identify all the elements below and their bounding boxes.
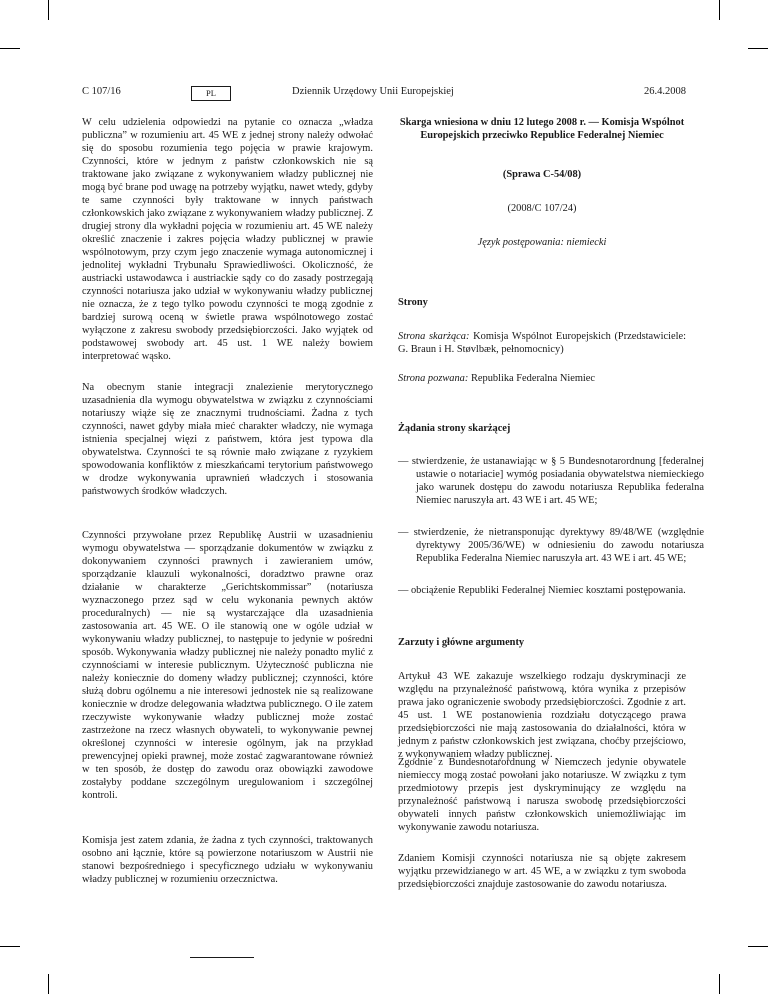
paragraph: Artykuł 43 WE zakazuje wszelkiego rodzaju dyskryminacji ze względu na przynależność państwową, która wynika z przepisów prawa jako ograniczenie swobody przedsiębiorczości. Zgodnie z art. 45 ust. 1 WE postanowienia rozdziału dotyczącego prawa przedsiębiorczości nie mają zastosowania do działalności, która w jednym z państw członkowskich jest związana, choćby przejściowo, z wykonywaniem władzy publicznej. bbox=[398, 671, 686, 760]
paragraph: Zgodnie z Bundesnotarordnung w Niemczech jedynie obywatele niemieccy mogą zostać powołani jako notariusze. W związku z tym przedmiotowy przepis jest dyskryminujący ze względu na przynależność państwową i narusza swobodę przedsiębiorczości obywateli innych państw członkowskich uniemożliwiając im wykonywanie zawodu notariusza. bbox=[398, 757, 686, 833]
paragraph: Czynności przywołane przez Republikę Austrii w uzasadnieniu wymogu obywatelstwa — sporządzanie dokumentów w związku z dokonywaniem czynności prawnych i zawieraniem umów, sporządzanie klauzuli wykonalności, doradztwo prawne oraz działanie w charakterze „Gerichtskommissar” (notariusza wyznaczonego przez sąd w celu wykonania pewnych aktów proceduralnych) — nie są wystarczające dla uzasadnienia zastosowania art. 45 WE. O ile stanowią one w ogóle udział w wykonywaniu władzy publicznej, to następuje to jedynie w pośredni sposób. Wykonywania władzy publicznej nie należy ponadto mylić z czynnościami w interesie publicznym. Użyteczność publiczna nie należy koniecznie do domeny władzy publicznej; czynności, które służą dobru ogólnemu a nie interesowi jednostek nie są realizowane koniecznie w drodze delegowania władztwa publicznego. O ile zatem rzeczywiste wykonywanie władzy publicznej może zostać zastrzeżone na rzecz własnych obywateli, to wykonywanie pewnej określonej czynności w interesie ogólnym, jak na przykład prewencyjnej opieki prawnej, może zostać zagwarantowane również w ten sposób, że dostęp do zawodu oraz obowiązki zawodowe zostałyby poddane szczególnym uregulowaniom i szczególnej kontroli. bbox=[82, 530, 373, 801]
list-item: — stwierdzenie, że ustanawiając w § 5 Bundesnotarordnung [federalnej ustawie o notariacie] wymóg posiadania obywatelstwa niemieckiego jako warunek dostępu do zawodu notariusza Republika federalna Niemiec naruszyła art. 43 WE i art. 45 WE; bbox=[398, 456, 704, 506]
journal-code: C 107/16 bbox=[82, 86, 121, 97]
section-heading: Żądania strony skarżącej bbox=[398, 423, 511, 434]
section-heading: Strony bbox=[398, 297, 428, 308]
defendant bbox=[398, 372, 686, 385]
paragraph: Komisja jest zatem zdania, że żadna z tych czynności, traktowanych osobno ani łącznie, które są powierzone notariuszom w Austrii nie stanowi bezpośredniego i specyficznego udziału w wykonywaniu władzy publicznej w rozumieniu orzecznictwa. bbox=[82, 835, 373, 885]
language-of-case: Język postępowania: niemiecki bbox=[477, 237, 607, 248]
applicant-value: Komisja Wspólnot Europejskich (Przedstawiciele: G. Braun i H. Støvlbæk, pełnomocnicy) bbox=[398, 331, 686, 355]
applicant bbox=[398, 330, 686, 356]
case-number: (Sprawa C-54/08) bbox=[502, 169, 582, 180]
crop-mark bbox=[719, 0, 720, 20]
crop-mark bbox=[0, 946, 20, 947]
paragraph: Zdaniem Komisji czynności notariusza nie są objęte zakresem wyjątku przewidzianego w art. 45 WE, a w związku z tym swoboda przedsiębiorczości znajduje zastosowanie do zawodu notariusza. bbox=[398, 853, 686, 890]
page-header bbox=[82, 86, 686, 102]
publication-date: 26.4.2008 bbox=[644, 86, 686, 97]
crop-mark bbox=[748, 946, 768, 947]
defendant-value: Republika Federalna Niemiec bbox=[470, 373, 596, 384]
language-badge: PL bbox=[191, 86, 231, 101]
crop-mark bbox=[0, 48, 20, 49]
list-item: — stwierdzenie, że nietransponując dyrektywy 89/48/WE (względnie dyrektywy 2005/36/WE) w odniesieniu do zawodu notariusza Republika Federalna Niemiec naruszyła art. 43 WE i art. 45 WE; bbox=[398, 527, 704, 564]
crop-mark bbox=[48, 0, 49, 20]
crop-mark bbox=[719, 974, 720, 994]
list-item: — obciążenie Republiki Federalnej Niemiec kosztami postępowania. bbox=[398, 585, 686, 596]
paragraph: W celu udzielenia odpowiedzi na pytanie co oznacza „władza publiczna” w rozumieniu art. 45 WE z jednej strony należy odwołać się do sposobu rozumienia tego pojęcia w prawie krajowym. Czynności, które w jednym z państw członkowskich nie są traktowane jako związane z wykonywaniem władzy publicznej nie mogą być brane pod uwagę na potrzeby wyjątku, nawet wtedy, gdyby te same czynności były traktowane w innych państwach członkowskich jako związane z wykonywaniem władzy publicznej. Z drugiej strony dla wykładni pojęcia w rozumieniu art. 45 WE należy określić znaczenie i zakres pojęcia władzy publicznej w prawie wspólnotowym, przy czym jego znaczenie wymaga autonomicznej i jednolitej wykładni Trybunału Sprawiedliwości. Okoliczność, że austriacki ustawodawca i austriackie sądy co do zasady postrzegają czynności notariusza jako udział w wykonywaniu władzy publicznej nie oznacza, że z tego tylko powodu czynności te mogą zgodnie z bardziej surową oceną w świetle prawa wspólnotowego zostać wyłączone z zakresu swobody przedsiębiorczości. Jako wyjątek od podstawowej swobody art. 45 ust. 1 WE należy bowiem interpretować wąsko. bbox=[82, 117, 373, 362]
case-heading: Skarga wniesiona w dniu 12 lutego 2008 r. — Komisja Wspólnot Europejskich przeciwko Republice Federalnej Niemiec bbox=[399, 117, 685, 141]
case-reference: (2008/C 107/24) bbox=[507, 203, 577, 214]
section-heading: Zarzuty i główne argumenty bbox=[398, 637, 525, 648]
defendant-label: Strona pozwana: bbox=[398, 373, 469, 384]
crop-mark bbox=[748, 48, 768, 49]
paragraph: Na obecnym stanie integracji znalezienie merytorycznego uzasadnienia dla wymogu obywatelstwa w związku z czynnościami notariuszy wiąże się ze znacznymi trudnościami. Żadna z tych czynności, nawet gdyby miała mieć charakter władczy, nie wymaga istnienia specjalnej więzi z państwem, która jest typowa dla obywatelstwa. Czynności te są równie mało związane z ryzykiem spowodowania konfliktów z mieszkańcami terytorium państwowego w drodze wykonywania uprawnień władczych i stosowania państwowych środków władczych. bbox=[82, 382, 373, 497]
footnote-separator bbox=[190, 957, 254, 958]
crop-mark bbox=[48, 974, 49, 994]
journal-title: Dziennik Urzędowy Unii Europejskiej bbox=[292, 86, 454, 97]
applicant-label: Strona skarżąca: bbox=[398, 331, 470, 342]
